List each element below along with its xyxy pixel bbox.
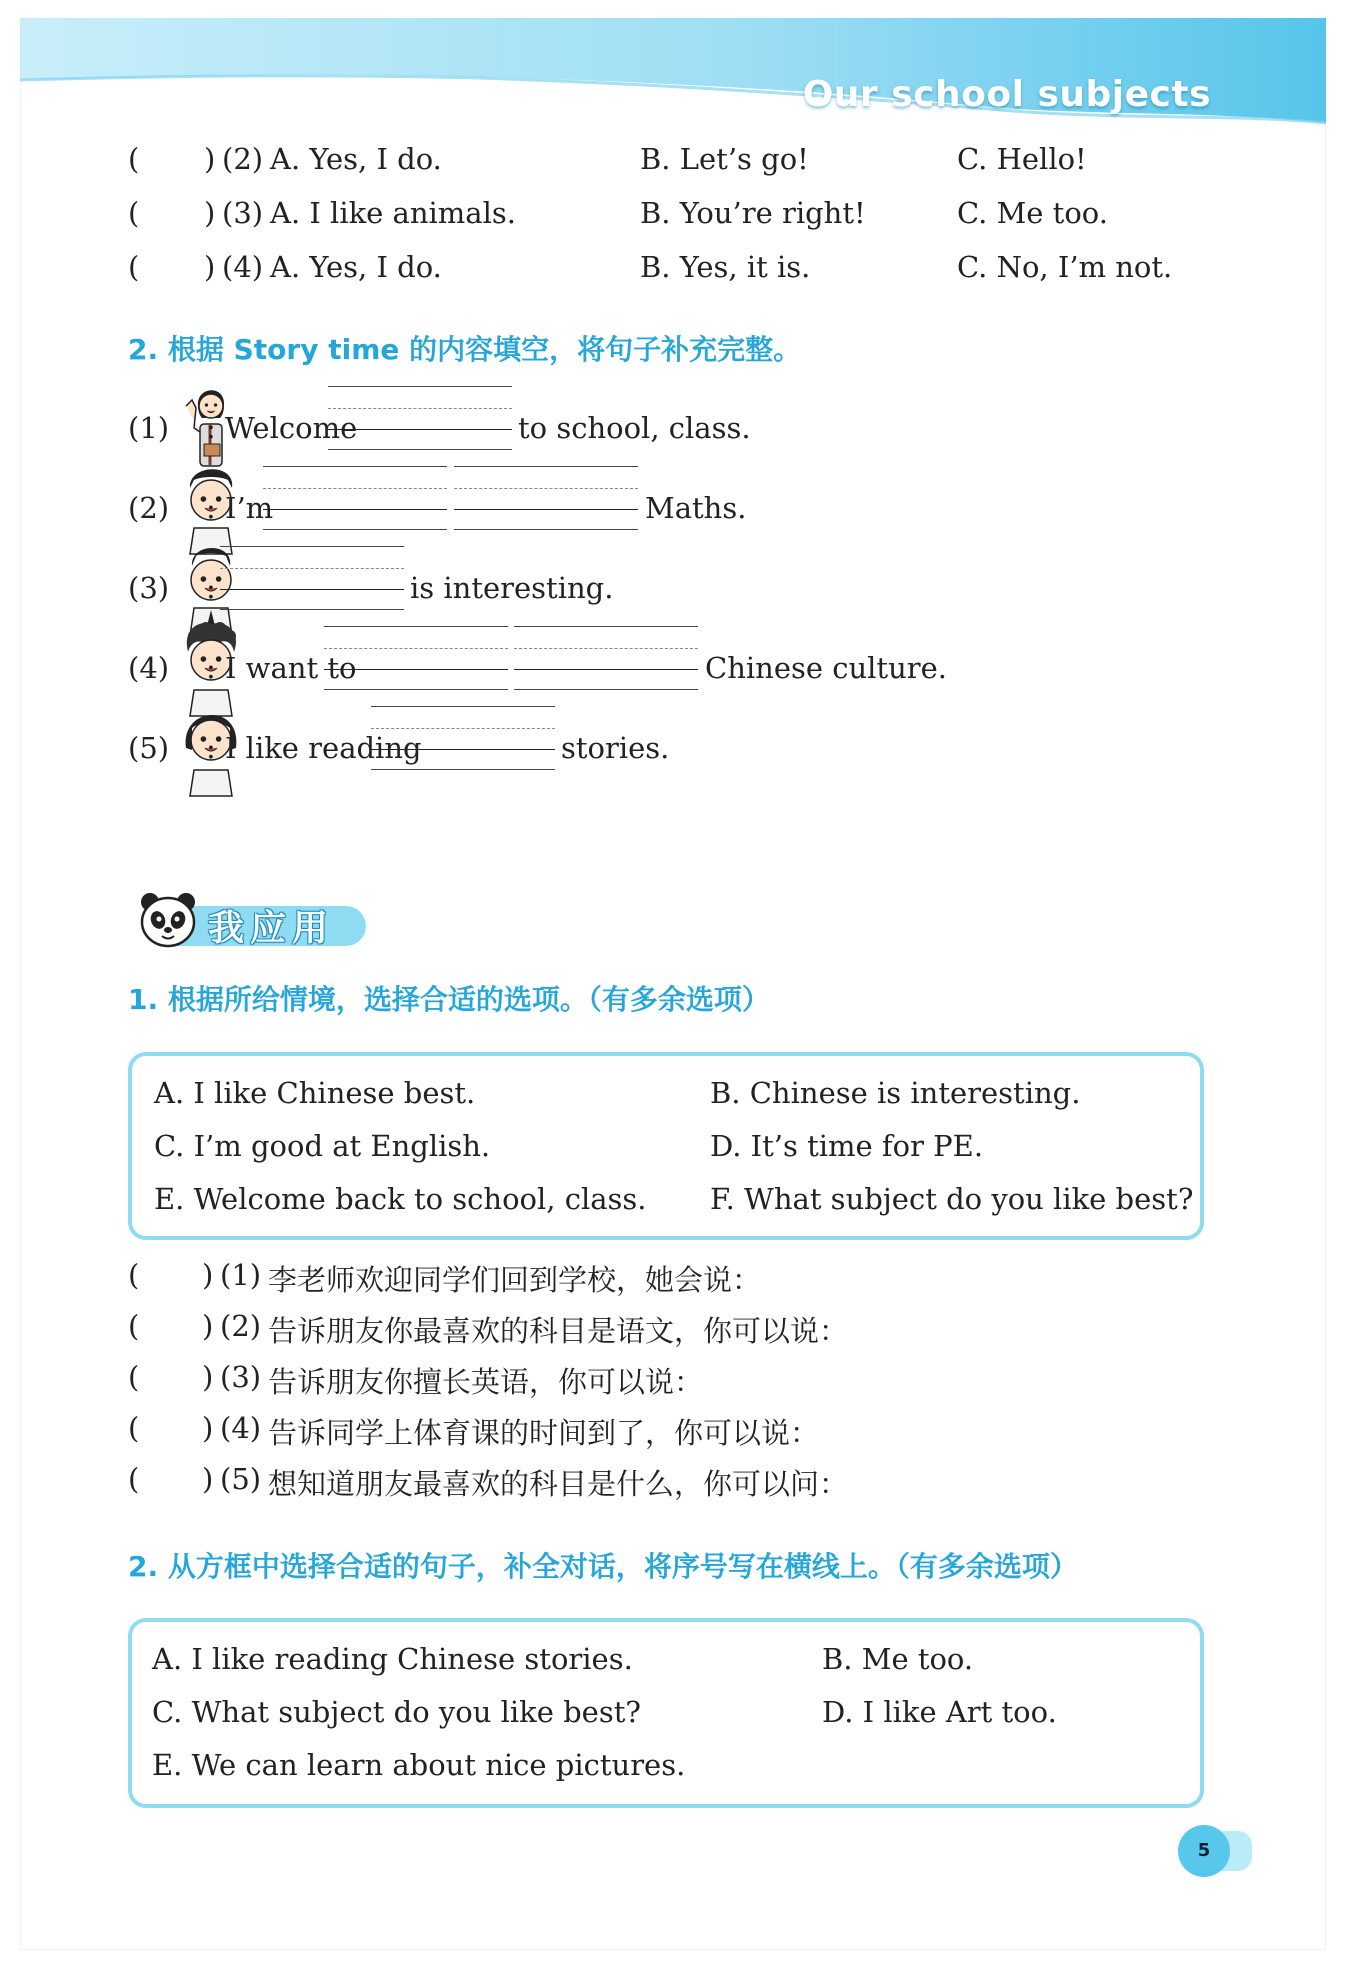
question-number: (4) bbox=[128, 651, 170, 685]
prompt-text: : I like reading bbox=[206, 731, 422, 765]
page-number: 5 bbox=[1178, 1825, 1230, 1877]
apply-badge bbox=[128, 888, 368, 958]
apply-q1-option-box bbox=[128, 1052, 1204, 1240]
listen-row bbox=[128, 250, 1228, 290]
prompt-text-end: to school, class. bbox=[518, 411, 751, 445]
q1-option-a: A. I like Chinese best. bbox=[154, 1076, 476, 1110]
apply-q1-heading: 1. 根据所给情境，选择合适的选项。（有多余选项） bbox=[128, 983, 770, 1016]
listen-row bbox=[128, 142, 1228, 182]
writing-line[interactable] bbox=[514, 626, 698, 690]
situation-row bbox=[128, 1462, 1228, 1502]
q2-option-b: B. Me too. bbox=[822, 1642, 974, 1676]
answer-paren-left: ( bbox=[128, 142, 140, 176]
option-c: C. Hello! bbox=[957, 142, 1087, 176]
option-c: C. Me too. bbox=[957, 196, 1108, 230]
prompt-text-end: Chinese culture. bbox=[705, 651, 948, 685]
q1-option-b: B. Chinese is interesting. bbox=[710, 1076, 1081, 1110]
option-a: A. Yes, I do. bbox=[270, 250, 442, 284]
option-a: A. Yes, I do. bbox=[270, 142, 442, 176]
situation-row bbox=[128, 1258, 1228, 1298]
header-band bbox=[20, 18, 1326, 133]
answer-blank[interactable]: ) bbox=[202, 1411, 214, 1445]
option-c: C. No, I’m not. bbox=[957, 250, 1173, 284]
question-number: (5) bbox=[220, 1462, 262, 1496]
question-number: (2) bbox=[220, 1309, 262, 1343]
prompt-text: : bbox=[206, 571, 216, 605]
situation-text: 李老师欢迎同学们回到学校，她会说： bbox=[268, 1263, 762, 1297]
q1-option-e: E. Welcome back to school, class. bbox=[154, 1182, 647, 1216]
prompt-text-end: is interesting. bbox=[410, 571, 614, 605]
q2-option-a: A. I like reading Chinese stories. bbox=[152, 1642, 633, 1676]
question-number: (3) bbox=[222, 196, 264, 230]
situation-text: 告诉朋友你擅长英语，你可以说： bbox=[268, 1365, 704, 1399]
question-number: (3) bbox=[220, 1360, 262, 1394]
q2-option-c: C. What subject do you like best? bbox=[152, 1695, 641, 1729]
answer-paren-left: ( bbox=[128, 250, 140, 284]
answer-paren-left: ( bbox=[128, 1462, 140, 1496]
prompt-text-end: stories. bbox=[561, 731, 670, 765]
situation-row bbox=[128, 1309, 1228, 1349]
option-a: A. I like animals. bbox=[270, 196, 516, 230]
answer-paren-left: ( bbox=[128, 196, 140, 230]
apply-q2-option-box bbox=[128, 1618, 1204, 1808]
answer-blank[interactable]: ) bbox=[204, 196, 216, 230]
option-b: B. Let’s go! bbox=[640, 142, 809, 176]
answer-paren-left: ( bbox=[128, 1309, 140, 1343]
apply-badge-label: 我应用 bbox=[208, 908, 335, 949]
fill-in-row bbox=[128, 698, 1228, 798]
section-2-heading: 2. 根据 Story time 的内容填空，将句子补充完整。 bbox=[128, 333, 802, 366]
option-b: B. Yes, it is. bbox=[640, 250, 811, 284]
answer-paren-left: ( bbox=[128, 1411, 140, 1445]
answer-paren-left: ( bbox=[128, 1258, 140, 1292]
writing-line[interactable] bbox=[328, 386, 512, 450]
answer-blank[interactable]: ) bbox=[204, 142, 216, 176]
situation-text: 想知道朋友最喜欢的科目是什么，你可以问： bbox=[268, 1467, 849, 1501]
writing-line[interactable] bbox=[371, 706, 555, 770]
writing-line[interactable] bbox=[454, 466, 638, 530]
question-number: (1) bbox=[128, 411, 170, 445]
situation-row bbox=[128, 1411, 1228, 1451]
page-number-badge bbox=[1178, 1825, 1254, 1877]
answer-blank[interactable]: ) bbox=[202, 1258, 214, 1292]
prompt-text: : Welcome bbox=[206, 411, 358, 445]
apply-q2-heading: 2. 从方框中选择合适的句子，补全对话，将序号写在横线上。（有多余选项） bbox=[128, 1550, 1078, 1583]
question-number: (5) bbox=[128, 731, 170, 765]
question-number: (4) bbox=[220, 1411, 262, 1445]
question-number: (1) bbox=[220, 1258, 262, 1292]
writing-line[interactable] bbox=[220, 546, 404, 610]
option-b: B. You’re right! bbox=[640, 196, 866, 230]
q2-option-e: E. We can learn about nice pictures. bbox=[152, 1748, 686, 1782]
q1-option-c: C. I’m good at English. bbox=[154, 1129, 491, 1163]
answer-blank[interactable]: ) bbox=[202, 1309, 214, 1343]
question-number: (2) bbox=[128, 491, 170, 525]
writing-line[interactable] bbox=[324, 626, 508, 690]
prompt-text: : I want to bbox=[206, 651, 357, 685]
situation-text: 告诉同学上体育课的时间到了，你可以说： bbox=[268, 1416, 820, 1450]
situation-row bbox=[128, 1360, 1228, 1400]
prompt-text: : I’m bbox=[206, 491, 274, 525]
situation-text: 告诉朋友你最喜欢的科目是语文，你可以说： bbox=[268, 1314, 849, 1348]
answer-paren-left: ( bbox=[128, 1360, 140, 1394]
header-title: Our school subjects bbox=[802, 74, 1211, 115]
q1-option-f: F. What subject do you like best? bbox=[710, 1182, 1194, 1216]
writing-line[interactable] bbox=[263, 466, 447, 530]
answer-blank[interactable]: ) bbox=[202, 1360, 214, 1394]
answer-blank[interactable]: ) bbox=[202, 1462, 214, 1496]
question-number: (3) bbox=[128, 571, 170, 605]
question-number: (4) bbox=[222, 250, 264, 284]
prompt-text-end: Maths. bbox=[645, 491, 747, 525]
panda-icon bbox=[136, 888, 200, 952]
listen-row bbox=[128, 196, 1228, 236]
question-number: (2) bbox=[222, 142, 264, 176]
q1-option-d: D. It’s time for PE. bbox=[710, 1129, 984, 1163]
q2-option-d: D. I like Art too. bbox=[822, 1695, 1057, 1729]
answer-blank[interactable]: ) bbox=[204, 250, 216, 284]
